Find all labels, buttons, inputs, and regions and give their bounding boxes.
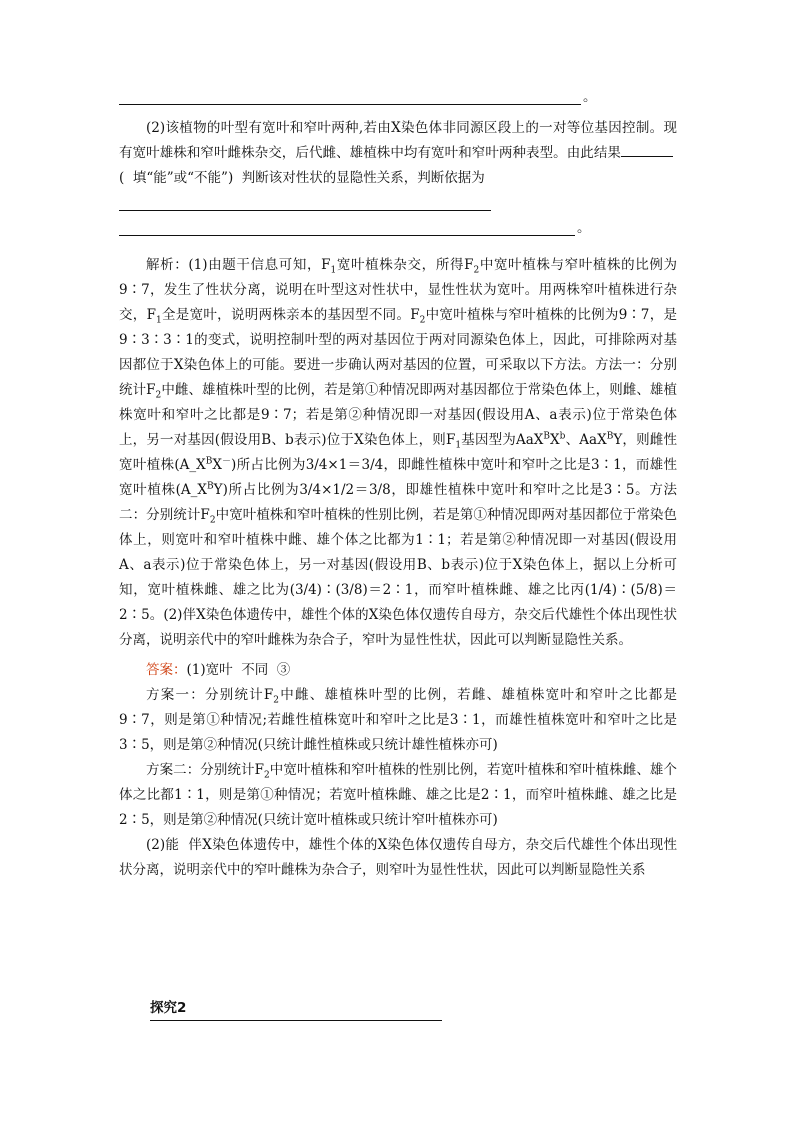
analysis-text: 、AaX: [565, 432, 607, 448]
subscript: 2: [209, 515, 216, 526]
answer-plan-2: [119, 758, 677, 833]
section-heading: 探究2: [150, 1000, 187, 1016]
subscript: 1: [455, 440, 462, 451]
answer-text: 中雌、雄植株叶型的比例，若雌、雄植株宽叶和窄叶之比都是9∶7，则是第①种情况;若雌性植株宽叶和窄叶之比是3∶1，而雄性植株宽叶和窄叶之比是3∶5，则是第②种情况(只统计雌性植株或只统计雄性植株亦可): [119, 687, 678, 753]
analysis-text: Y，则雌性宽叶植株(A_X: [119, 432, 677, 473]
subscript: 2: [155, 390, 162, 401]
answer-text: 方案二：分别统计F: [146, 762, 264, 778]
blank-rule: [119, 210, 491, 211]
subscript: 2: [419, 315, 426, 326]
answer-text: 方案一：分别统计F: [146, 687, 274, 703]
superscript: B: [606, 431, 614, 442]
blank-rule: [119, 235, 575, 236]
analysis-text: 宽叶植株杂交，所得F: [336, 257, 474, 273]
analysis-text: Y)所占比例为3/4×1/2＝3/8，即雄性植株中宽叶和窄叶之比是3∶5。方法二：分别统计F: [119, 482, 677, 523]
document-page: [119, 88, 677, 883]
analysis-text: 中宽叶植株与窄叶植株的比例为9∶7，是9∶3∶3∶1的变式，说明控制叶型的两对基因位于两对同源染色体上，因此，可排除两对基因都位于X染色体上的可能。要进一步确认两对基因的位置，可采取以下方法。方法一：分别统计F: [119, 307, 677, 398]
subscript: 2: [473, 265, 480, 276]
analysis-text: 基因型为AaX: [461, 432, 544, 448]
analysis-text: )所占比例为3/4×1＝3/4，即雌性植株中宽叶和窄叶之比是3∶1，而雄性宽叶植株(A_X: [119, 457, 677, 498]
answer-blank-line: [119, 88, 677, 110]
subscript: 1: [155, 315, 162, 326]
answer-text: (2)能 伴X染色体遗传中，雄性个体的X染色体仅遗传自母方，杂交后代雄性个体出现性状分离，说明亲代中的窄叶雌株为杂合子，则窄叶为显性性状，因此可以判断显隐性关系: [119, 837, 677, 878]
answer-plan-1: [119, 683, 677, 758]
question-2: [119, 116, 677, 191]
superscript: B: [543, 431, 551, 442]
superscript: B: [207, 481, 214, 492]
superscript: b: [559, 431, 566, 442]
answer-paragraph: [119, 658, 677, 683]
analysis-paragraph: [119, 253, 677, 653]
analysis-text: 全是宽叶，说明两株亲本的基因型不同。F: [161, 307, 420, 323]
superscript: －: [221, 456, 231, 467]
answer-question-2: [119, 833, 677, 883]
subscript: 2: [273, 695, 280, 706]
question-2-text: (2)该植物的叶型有宽叶和窄叶两种,若由Ⅹ染色体非同源区段上的一对等位基因控制。现有宽叶雄株和窄叶雌株杂交，后代雌、雄植株中均有宽叶和窄叶两种表型。由此结果: [119, 120, 677, 161]
answer-blank-line: [119, 216, 677, 241]
answer-first-line: (1)宽叶 不同 ③: [186, 662, 291, 678]
section-heading-wrap: [150, 997, 442, 1021]
line-end-mark: 。: [577, 220, 591, 236]
blank-rule: [119, 104, 581, 105]
answer-text: 中宽叶植株和窄叶植株的性别比例，若宽叶植株和窄叶植株雌、雄个体之比都1∶1，则是第①种情况；若宽叶植株雌、雄之比是2∶1，而窄叶植株雌、雄之比是2∶5，则是第②种情况(只统计宽叶植株或只统计窄叶植株亦可): [119, 762, 677, 828]
fill-blank: [621, 142, 673, 157]
answer-blank-line: [119, 191, 677, 216]
line-end-mark: 。: [583, 89, 597, 105]
analysis-text: 中宽叶植株与窄叶植株的比例为9∶7，发生了性状分离，说明在叶型这对性状中，显性性状为宽叶。用两株窄叶植株进行杂交，F: [119, 257, 677, 323]
analysis-text: (1)由题干信息可知，F: [188, 257, 331, 273]
subscript: 2: [263, 770, 270, 781]
analysis-label: 解析：: [146, 257, 189, 273]
subscript: 1: [330, 265, 337, 276]
answer-label: 答案：: [146, 662, 187, 678]
analysis-text: X: [212, 457, 222, 473]
analysis-text: 中雌、雄植株叶型的比例，若是第①种情况即两对基因都位于常染色体上，则雌、雄植株宽叶和窄叶之比都是9∶7；若是第②种情况即一对基因(假设用A、a表示)位于常染色体上，另一对基因(假设用B、b表示)位于X染色体上，则F: [119, 382, 677, 448]
analysis-text: 中宽叶植株和窄叶植株的性别比例，若是第①种情况即两对基因都位于常染色体上，则宽叶和窄叶植株中雌、雄个体之比都为1∶1；若是第②种情况即一对基因(假设用A、a表示)位于常染色体上，另一对基因(假设用B、b表示)位于X染色体上，据以上分析可知，宽叶植株雌、雄之比为(3/4)∶(3/8)＝2∶1，而窄叶植株雌、雄之比丙(1/4)∶(5/8)＝2∶5。(2)伴X染色体遗传中，雄性个体的X染色体仅遗传自母方，杂交后代雄性个体出现性状分离，说明亲代中的窄叶雌株为杂合子，窄叶为显性性状，因此可以判断显隐性关系。: [119, 507, 678, 648]
analysis-text: X: [550, 432, 560, 448]
question-2-tail: ( 填“能”或“不能”) 判断该对性状的显隐性关系，判断依据为: [119, 170, 485, 186]
superscript: B: [205, 456, 213, 467]
